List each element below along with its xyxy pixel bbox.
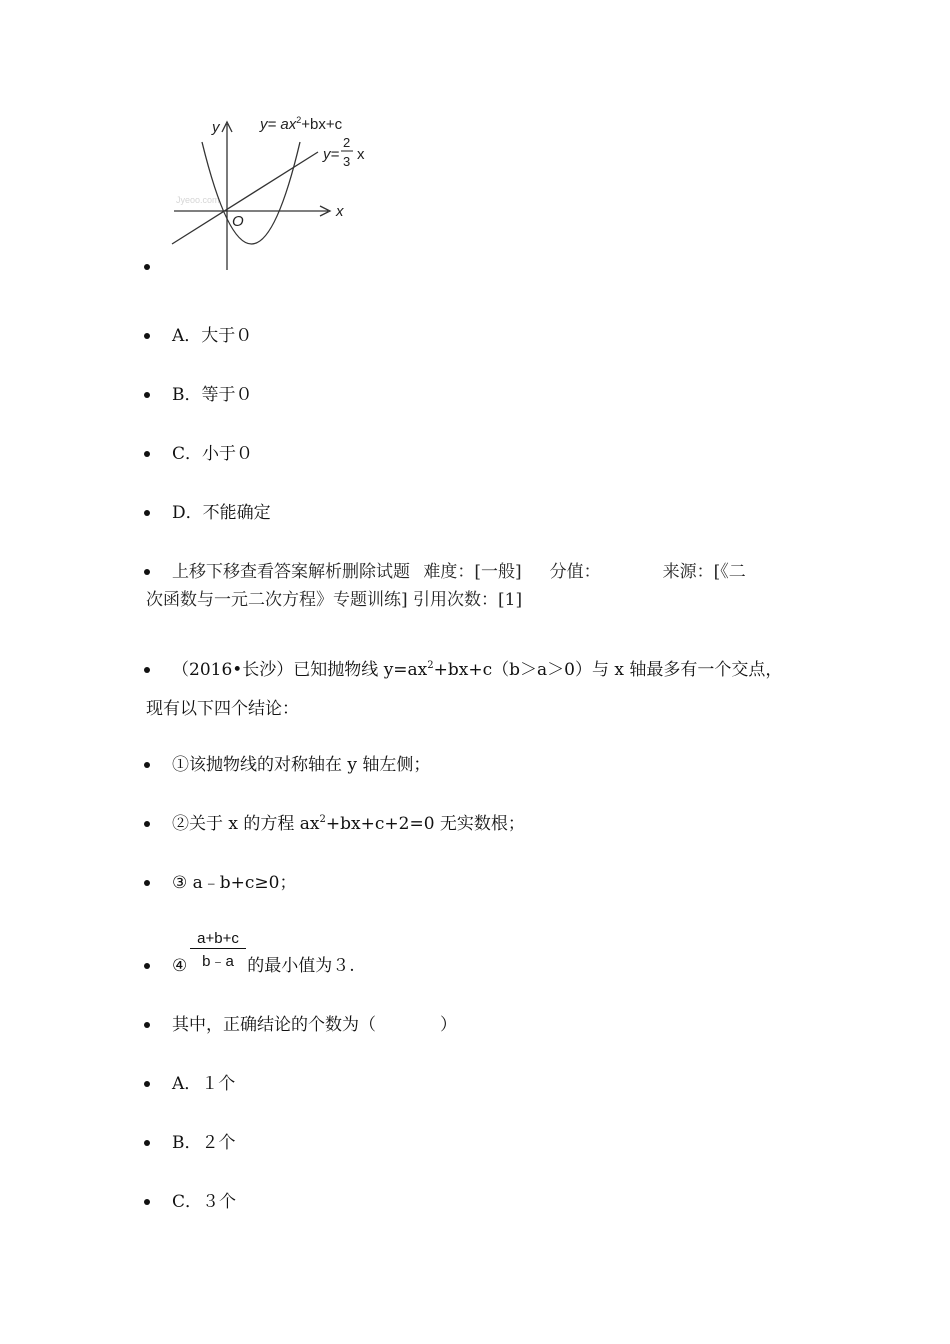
q2-prompt: 其中，正确结论的个数为（ ） xyxy=(172,1015,457,1035)
y-axis-label: y xyxy=(212,119,220,136)
fraction-denominator: b﹣a xyxy=(202,953,234,970)
bullet xyxy=(144,333,150,339)
q2-option-a[interactable]: A．１个 xyxy=(172,1074,236,1094)
bullet xyxy=(144,510,150,516)
q1-meta-line xyxy=(172,561,746,583)
q2-stem: （2016•长沙）已知抛物线 $y=ax^2+bx+c(b>a>0)$与 x 轴最多有一个交点， xyxy=(172,660,783,680)
q1-score: 分值： xyxy=(549,562,601,582)
q1-option-a[interactable]: A．大于０ xyxy=(172,326,253,346)
bullet xyxy=(144,451,150,457)
q1-difficulty: 难度：[一般] xyxy=(423,562,522,582)
bullet xyxy=(144,880,150,886)
bullet xyxy=(144,1081,150,1087)
q2-option-c[interactable]: C．３个 xyxy=(172,1192,237,1212)
bullet xyxy=(144,1199,150,1205)
q2-option-b[interactable]: B．２个 xyxy=(172,1133,236,1153)
q2-conclusion-1: ①该抛物线的对称轴在 y 轴左侧； xyxy=(172,755,431,775)
line-label-var: x xyxy=(357,146,365,163)
q2-conclusion-4: ④ 的最小值为３. xyxy=(172,956,355,976)
bullet xyxy=(144,963,150,969)
line-label-num: 2 xyxy=(343,135,351,150)
parabola-curve xyxy=(202,142,300,244)
parabola-label: $y= ax^2+bx+c$ xyxy=(260,115,343,133)
q1-action-links[interactable]: 上移下移查看答案解析删除试题 xyxy=(172,562,410,582)
bullet xyxy=(144,667,150,673)
bullet xyxy=(144,392,150,398)
q1-meta-line-2: 次函数与一元二次方程》专题训练] 引用次数：[1] xyxy=(146,590,523,610)
bullet xyxy=(144,762,150,768)
line-label-prefix: y= xyxy=(323,146,340,163)
q1-option-c[interactable]: C．小于０ xyxy=(172,444,254,464)
q2-stem-line-2: 现有以下四个结论： xyxy=(146,699,299,719)
line-label-den: 3 xyxy=(343,154,351,169)
bullet xyxy=(144,1140,150,1146)
x-axis-label: x xyxy=(336,203,344,220)
bullet xyxy=(144,569,150,575)
q2-conclusion-3: ③ a﹣b+c≥0； xyxy=(172,873,297,893)
q1-option-b[interactable]: B．等于０ xyxy=(172,385,253,405)
q2-conclusion-2: ②关于 x 的方程 $ax^2+bx+c+2=0$ 无实数根； xyxy=(172,814,525,834)
svg-text:Jyeoo.com: Jyeoo.com xyxy=(176,195,220,205)
parabola-line-graph xyxy=(168,110,388,280)
bullet-figure xyxy=(144,264,150,270)
q1-source: 来源：[《二 xyxy=(662,562,746,582)
bullet xyxy=(144,1022,150,1028)
fraction-numerator: a+b+c xyxy=(190,930,246,949)
origin-label: O xyxy=(232,213,244,230)
q1-option-d[interactable]: D．不能确定 xyxy=(172,503,271,523)
bullet xyxy=(144,821,150,827)
